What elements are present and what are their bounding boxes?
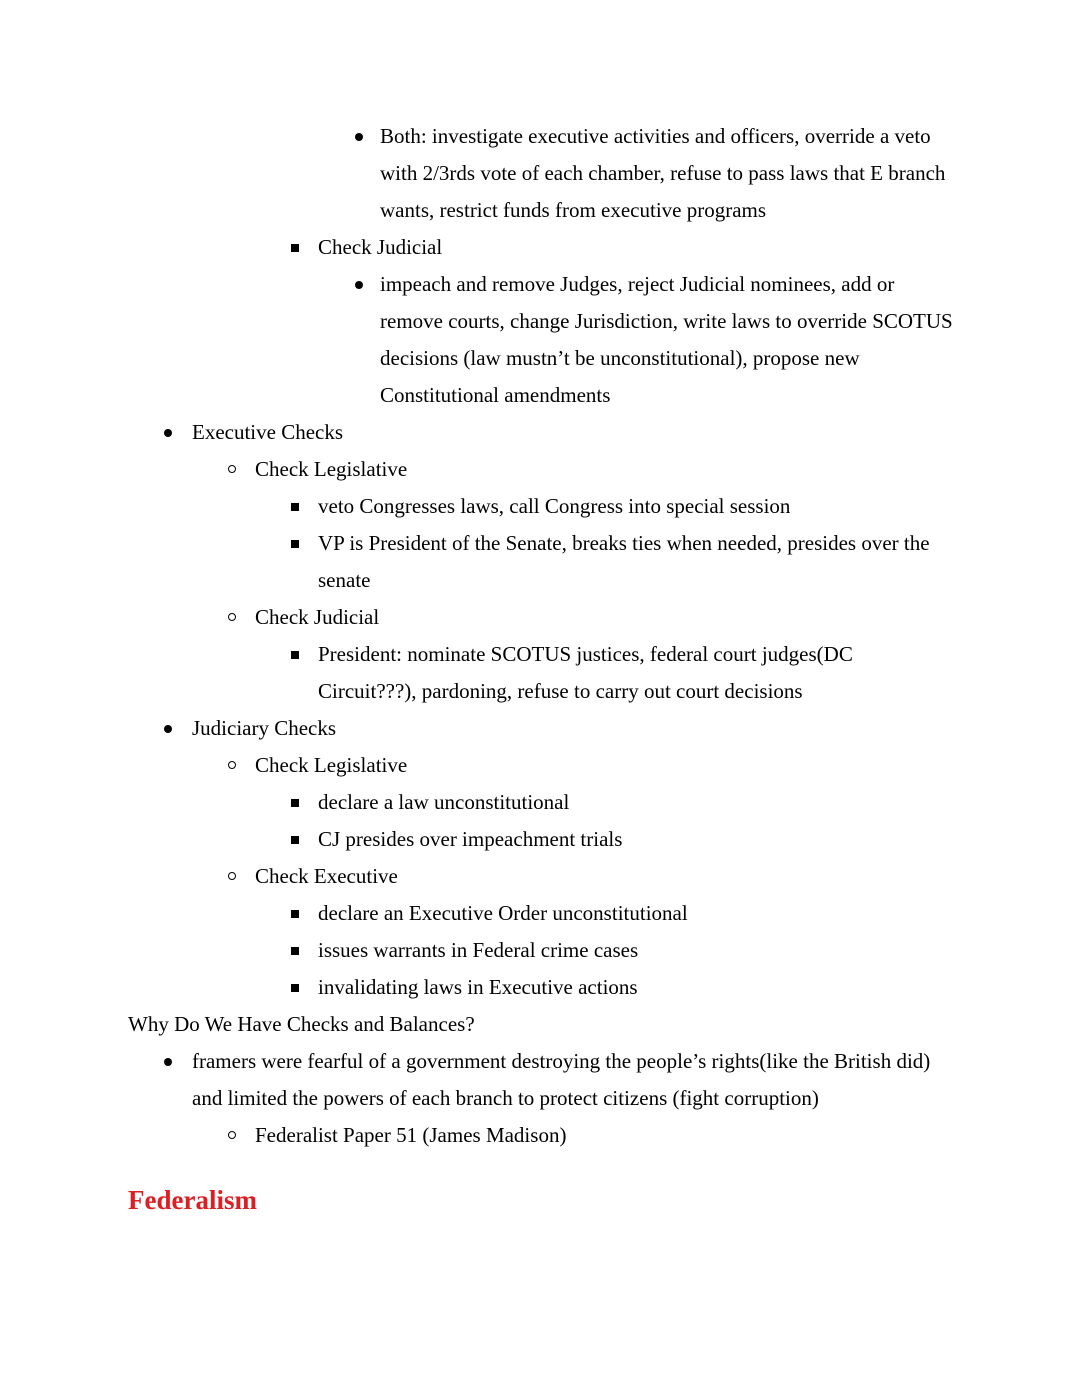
list-item	[128, 636, 954, 710]
list-item-text: CJ presides over impeachment trials	[318, 827, 623, 851]
bullet-circle-icon	[228, 872, 236, 880]
bullet-square-icon	[291, 947, 299, 955]
list-item	[128, 895, 954, 932]
list-item-text: veto Congresses laws, call Congress into special session	[318, 494, 791, 518]
list-item	[128, 488, 954, 525]
section-question	[128, 1006, 954, 1043]
list-item-text: framers were fearful of a government destroying the people’s rights(like the British did) and limited the powers of each branch to protect citizens (fight corruption)	[192, 1049, 931, 1110]
bullet-square-icon	[291, 503, 299, 511]
list-item	[128, 821, 954, 858]
list-item	[128, 266, 954, 414]
bullet-disc-icon	[355, 133, 363, 141]
list-item-text: Judiciary Checks	[192, 716, 337, 740]
list-item-text: Check Judicial	[255, 605, 380, 629]
list-item	[128, 414, 954, 451]
list-item	[128, 525, 954, 599]
list-item-text: issues warrants in Federal crime cases	[318, 938, 639, 962]
bullet-square-icon	[291, 984, 299, 992]
bullet-circle-icon	[228, 1131, 236, 1139]
bullet-circle-icon	[228, 613, 236, 621]
list-item	[128, 747, 954, 784]
bullet-square-icon	[291, 651, 299, 659]
list-item	[128, 710, 954, 747]
list-item-text: Check Legislative	[255, 753, 408, 777]
bullet-circle-icon	[228, 761, 236, 769]
list-item-text: Executive Checks	[192, 420, 344, 444]
list-item	[128, 118, 954, 229]
list-item-text: Check Executive	[255, 864, 398, 888]
list-item-text: declare a law unconstitutional	[318, 790, 570, 814]
list-item	[128, 451, 954, 488]
bullet-square-icon	[291, 540, 299, 548]
bullet-square-icon	[291, 799, 299, 807]
list-item-text: VP is President of the Senate, breaks ties when needed, presides over the senate	[318, 531, 930, 592]
bullet-disc-icon	[164, 1058, 172, 1066]
list-item-text: President: nominate SCOTUS justices, federal court judges(DC Circuit???), pardoning, refuse to carry out court decisions	[318, 642, 853, 703]
bullet-circle-icon	[228, 465, 236, 473]
list-item-text: Both: investigate executive activities and officers, override a veto with 2/3rds vote of each chamber, refuse to pass laws that E branch wants, restrict funds from executive programs	[380, 124, 946, 222]
list-item-text: Check Judicial	[318, 235, 443, 259]
bullet-square-icon	[291, 836, 299, 844]
bullet-disc-icon	[164, 429, 172, 437]
list-item-text: declare an Executive Order unconstitutional	[318, 901, 688, 925]
bullet-square-icon	[291, 910, 299, 918]
list-item-text: impeach and remove Judges, reject Judicial nominees, add or remove courts, change Jurisdiction, write laws to override SCOTUS decisions (law mustn’t be unconstitutional), propose new Constitutional amendments	[380, 272, 953, 407]
list-item	[128, 1043, 954, 1117]
list-item-text: Check Legislative	[255, 457, 408, 481]
list-item	[128, 858, 954, 895]
list-item	[128, 932, 954, 969]
heading-federalism: Federalism	[128, 1185, 257, 1215]
list-item	[128, 969, 954, 1006]
bullet-disc-icon	[164, 725, 172, 733]
section-question-text: Why Do We Have Checks and Balances?	[128, 1012, 475, 1036]
list-item	[128, 1117, 954, 1154]
list-item	[128, 599, 954, 636]
list-item-text: Federalist Paper 51 (James Madison)	[255, 1123, 567, 1147]
list-item	[128, 229, 954, 266]
list-item-text: invalidating laws in Executive actions	[318, 975, 638, 999]
bullet-square-icon	[291, 244, 299, 252]
list-item	[128, 784, 954, 821]
bullet-disc-icon	[355, 281, 363, 289]
